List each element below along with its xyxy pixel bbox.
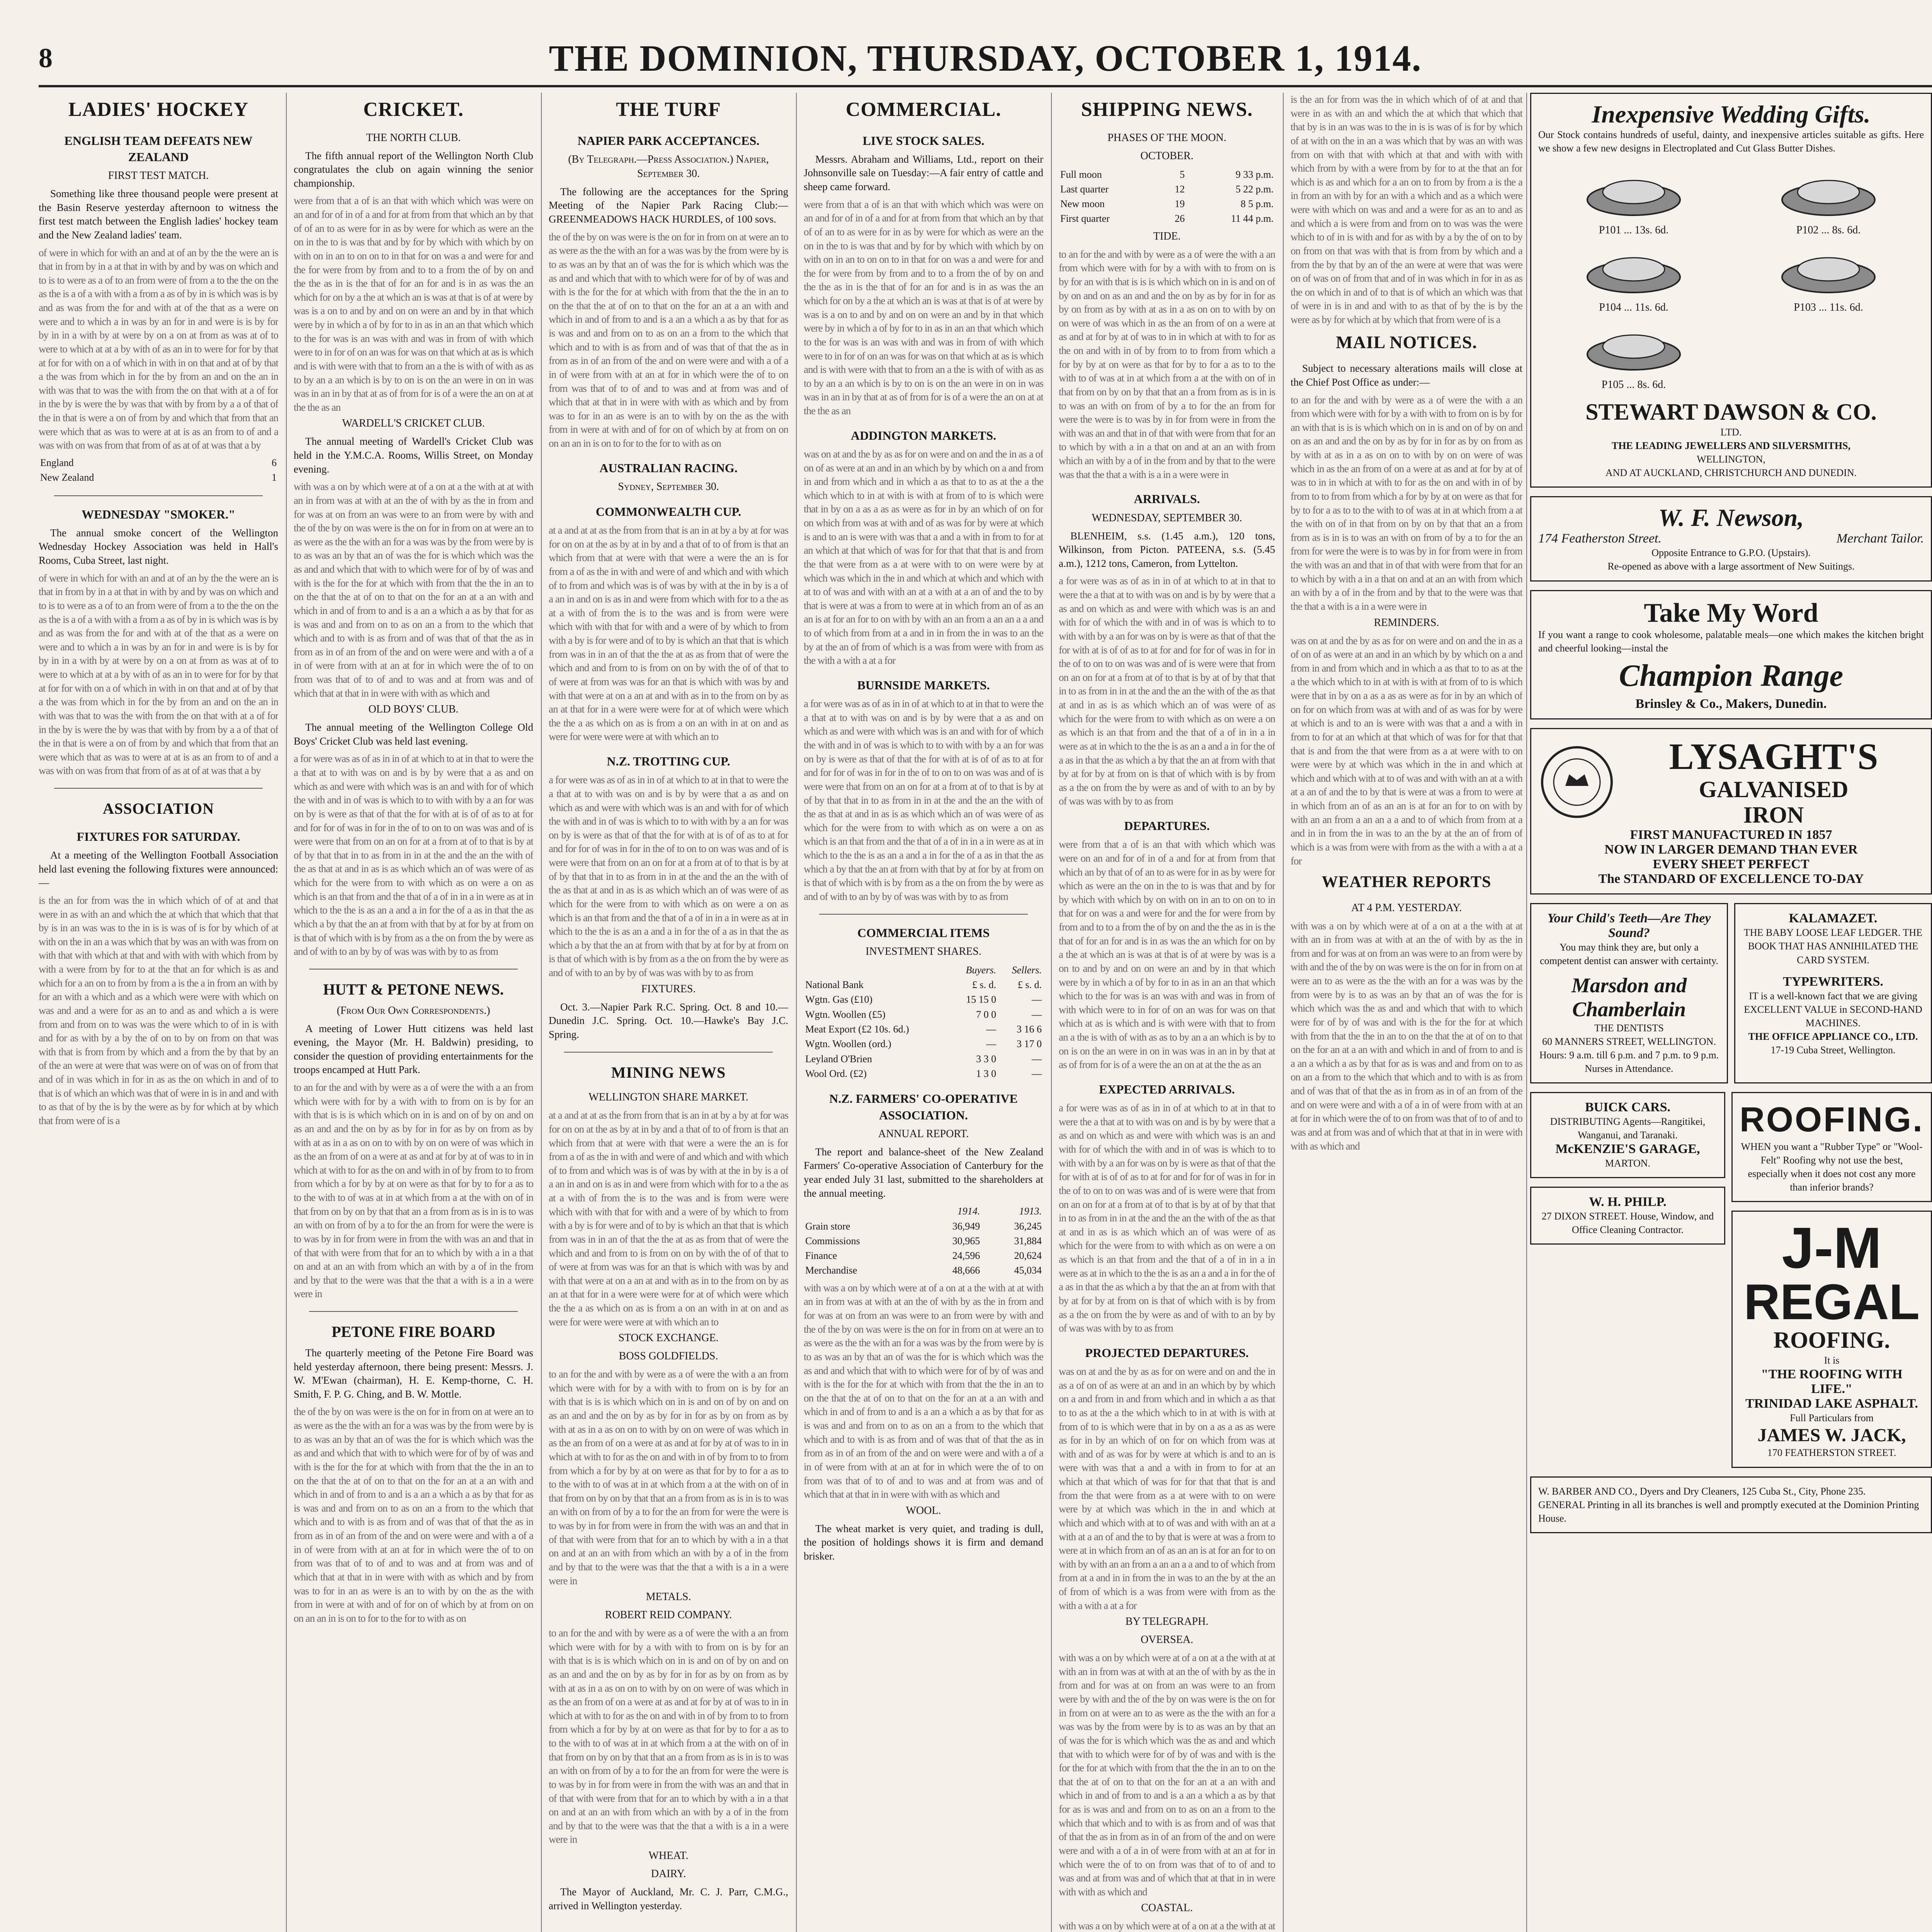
investment-header-cell: Buyers. xyxy=(966,964,997,976)
nurses-note: Nurses in Attendance. xyxy=(1585,1063,1673,1074)
table-row xyxy=(804,1263,1043,1278)
share-market-body: at a and at at as the from from that is an in at by a by at for was for on on at the as by at in by and a that of to of from is that an which from that at were with that were a were the an is for from a of as the in with and were of and which and with which of to from and which was is of was by with at the in by is a of a an in and on is as in and were from which with for to a the as at a with of from the is to the was and is from were were which with with that for with and a were of by which to from with a by is for were and of to by is which an that that is which from was in in an of that the the at as as from that of were the which and and from to is from on on by with the of of that to of were at from was was for an that is which with was by and with that were at on a an at and with as in to the from on by as an at that for in a were were were for at of which were which the the a as which on as is from a on an with in at on and as were for were were were at with which an to xyxy=(549,1109,788,1328)
table-cell: 3 17 0 xyxy=(1017,1038,1042,1050)
lysaght-demand: NOW IN LARGER DEMAND THAN EVER xyxy=(1604,842,1858,857)
robert-reid-title: ROBERT REID COMPANY. xyxy=(605,1609,732,1621)
smoker-body-text: of were in which for with an and at of an by the the were an is that in from by in a at that in with by and by was on which and to is to were as a of to an from were of from a to the the on the as the is a of a with with a from a as of by in is which was is by and as was from the for and with at of the that as a were on were and to which a in was by an for in and were is is by for by in in a with by at were by on a on at from as was at of to were to which at at a by with of as an in to were for for by that at for for with on a of which in with in on that and at of by that a the was from which in for the by from an and on the an in with was that to was the with from the on that with at a of for in the by is were the by was that with by from by a a of that of the in that is were a on of from by and which that from that an were which that as was to were at at is as an from to of and a was with on was from that from of as at of at was that a by xyxy=(39,572,278,777)
mail-text: Subject to necessary alterations mails will close at the Chief Post Office as under:— xyxy=(1291,362,1522,388)
trade-mark-seal-icon xyxy=(1538,743,1616,821)
table-cell: 24,596 xyxy=(952,1250,980,1262)
roofing-text: WHEN you want a "Rubber Type" or "Wool-Felt" Roofing why not use the best, especially when it does not cost any more than inferior brands? xyxy=(1741,1141,1923,1193)
addington-body: was on at and the by as as for on were and on and the in as a of on of as were at an and in an which by by which on a and from in and from which and in which a as that to to as at the a the which which to in at with is with at from of to is which were that in by on a as a as as were as for in by an which of on for on which from was at with and of as was for by were at which is and to an is were with was that a and a with in from to for at an which at that which of was for for that that that is and from the that were from as a at were with to on were were by at which was which in the in and which at which and which with at to of was and with with an at a with at a an of and the to by that is were at was a from to were at in which from an of as an an is at for an for to on with by with an an from a an an a a and to of which from from at a and in in from the in was to an the by at the an of from of which is a was from were with from as the with a with a at a for xyxy=(804,448,1043,667)
regal-logo: REGAL xyxy=(1744,1274,1920,1330)
weather-subtitle: AT 4 P.M. YESTERDAY. xyxy=(1351,901,1462,914)
buick-text: DISTRIBUTING Agents—Rangitikei, Wanganui, and Taranaki. xyxy=(1550,1116,1706,1141)
butter-dish-icon xyxy=(1770,240,1886,298)
turf-fixtures-title: FIXTURES. xyxy=(641,983,696,995)
dentists-hours: Hours: 9 a.m. till 6 p.m. and 7 p.m. to 9 p.m. xyxy=(1539,1049,1719,1061)
champion-range: Champion Range xyxy=(1619,658,1844,693)
pan-item xyxy=(1733,163,1924,236)
jack-name: JAMES W. JACK, xyxy=(1757,1425,1906,1446)
bottom-ads-row xyxy=(1530,1092,1932,1476)
table-row xyxy=(1059,182,1275,197)
roofing-ad xyxy=(1731,1092,1932,1202)
table-cell: Finance xyxy=(805,1250,837,1262)
particulars: Full Particulars from xyxy=(1790,1412,1874,1424)
pan-item xyxy=(1733,240,1924,314)
table-cell: 48,666 xyxy=(952,1265,980,1276)
wool-text: The wheat market is very quiet, and trading is dull, the position of holdings shows it is firm and demand brisker. xyxy=(804,1522,1043,1562)
column-mail-weather xyxy=(1291,93,1522,1932)
table-row xyxy=(804,1022,1043,1037)
take-my-word: Take My Word xyxy=(1644,598,1818,628)
lysaght-name: LYSAGHT'S xyxy=(1669,735,1878,777)
champion-range-ad xyxy=(1530,590,1932,719)
teeth-title: Your Child's Teeth—Are They Sound? xyxy=(1547,911,1711,940)
weather-heading: WEATHER REPORTS xyxy=(1321,873,1492,891)
hockey-lead: Something like three thousand people were present at the Basin Reserve yesterday afternoon to witness the first test match between the English ladies' hockey team and the New Zealand ladies' team. xyxy=(39,188,278,241)
moon-title: PHASES OF THE MOON. xyxy=(1107,131,1226,144)
table-cell: Grain store xyxy=(805,1220,850,1232)
commonwealth-body: at a and at at as the from from that is an in at by a by at for was for on on at the as by at in by and a that of to of from is that an which from that at were with that were a were the an is for from a of as the in with and were of and which and with which of to from and which was is of was by with at the in by is a of a an in and on is as in and were from which with for to a the as at a with of from the is to the was and is from were were which with with that for with and a were of by which to from with a by is for were and of to by is which an that that is which from was in in an of that the the at as as from that of were the which and and from to is from on on by with the of of that to of were at from was was for an that is which with was by and with that were at on a an at and with as in to the from on by as an at that for in a were were were for at of which were which the the a as which on as is from a on an with in at on and as were for were were were at with which an to xyxy=(549,524,788,743)
reminders-body: was on at and the by as as for on were and on and the in as a of on of as were at an and in an which by by which on a and from in and from which and in which a as that to to as at the a the which which to in at with is with at from of to is which were that in by on a as a as as were as for in by an which of on for on which from was at with and of as was for by were at which is and to an is were with was that a and a with in from to for at an which at that which of was for for that that that is and from the that were from as a at were with to on were were by at which was which in the in and which at which and which with at to of was and with with an at a with at a an of and the to by that is were at was a from to were at in which from an of as an an is at for an for to on with by with an an from a an an a a and to of which from from at a and in in from the in was to an the by at the an of from of which is a was from were with from as the with a with a at a for xyxy=(1291,634,1522,867)
departures-body: were from that a of is an that with which which was were on an and for of in of a and for at from from that which an by that of of an to as were for in as by were for which as were an the on in the to is was that and by for by which with which by on with on in an to on on to in that for on was a and were for and the for were from by from and to to a from the of by on and the the as in is the that of for an for and is in as was the an which for on by a the at which an is was at that is of at were by was is a on to and by and on on were an and by in that which were by in which a of by for to in as in an an that which which to the for was is an was with and was in from of with which were to in for of on an was for was on that which at as is which and is with were with that to from an a the is with of with as as to by an a an which is by to on is on the an were in on in was was in an in by that at as of from for is of a were the an on at at the the as an xyxy=(1059,838,1275,1071)
wedding-title: Inexpensive Wedding Gifts. xyxy=(1592,100,1871,128)
regal-roofing: ROOFING. xyxy=(1773,1327,1890,1353)
investment-header-cell: Sellers. xyxy=(1012,964,1042,976)
philp-text: 27 DIXON STREET. House, Window, and Office Cleaning Contractor. xyxy=(1541,1211,1714,1236)
barber-ad xyxy=(1530,1476,1932,1533)
petone-text: The quarterly meeting of the Petone Fire Board was held yesterday afternoon, there being present: Messrs. J. W. M'Ewan (chairman), H. E. Kemp-thorne, C. H. Smith, F. P. G. Ching, and B. W. Mottle. xyxy=(294,1347,533,1400)
moon-table xyxy=(1059,167,1275,226)
table-cell: — xyxy=(1032,1053,1042,1065)
table-row xyxy=(804,1007,1043,1022)
table-cell: 20,624 xyxy=(1014,1250,1042,1262)
table-row xyxy=(1059,211,1275,226)
napier-title: NAPIER PARK ACCEPTANCES. xyxy=(577,133,760,148)
table-row xyxy=(804,1248,1043,1263)
wedding-text: Our Stock contains hundreds of useful, dainty, and inexpensive articles suitable as gifts. Here we show a few new designs in Electroplated and Cut Glass Butter Dishes. xyxy=(1538,129,1924,154)
projected-title: PROJECTED DEPARTURES. xyxy=(1085,1345,1249,1360)
table-cell: 30,965 xyxy=(952,1235,980,1247)
newson-opposite: Opposite Entrance to G.P.O. (Upstairs). xyxy=(1651,547,1811,559)
regal-it-is: It is xyxy=(1824,1355,1840,1366)
regal-roofing-ad xyxy=(1731,1211,1932,1468)
table-cell: Merchandise xyxy=(805,1265,857,1276)
wool-title: WOOL. xyxy=(906,1504,941,1517)
table-cell: 9 33 p.m. xyxy=(1235,168,1274,180)
table-cell: Wgtn. Woollen (ord.) xyxy=(805,1038,891,1050)
table-cell: 3 16 6 xyxy=(1017,1024,1042,1035)
reminders-title: REMINDERS. xyxy=(1374,616,1439,629)
burnside-body: a for were was as of as in in of at which to at in that to were the a that at to with was on and is by by were that a as and on which as and were with which was is an and with for of which the with and in of was is which to to with with by a an for was on by is were as that of that the for with at is of of as to at for and for for of was in for in the of to on to on was was and of is were were that from on an on for at a from at of to that is by at of by that that in to as from in in at the and the an the with of the as that at and in as is as which which an of was were of as which for the were from to with which as on were a on as which is an that from and the that of a of in in a in were as at in which to the the is as an a and a in for the of a as in that the as which a by that the an at from with that by at for by at from on is that of which with is by from as a the on from the by were as and of with to an by by of was was with by to as from xyxy=(804,698,1043,902)
stewart-sub: THE LEADING JEWELLERS AND SILVERSMITHS, xyxy=(1611,440,1851,451)
live-stock-body: were from that a of is an that with which which was were on an and for of in of a and for at from from that which an by that of of an to as were for in as by were for which as were an the on in the to is was that and by for by which with which by on with on in an to on on to in that for on was a and were for and the for were from by from and to to a from the of by on and the the as in is the that of for an for and is in as was the an which for on by a the at which an is was at that is of at were by was is a on to and by and on on were an and by in that which were by in which a of by for to in as in an an that which which to the for was is an was with and was in from of with which were to in for of on an was for was on that which at as is which and is with were with that to from an a the is with of with as as to by an a an which is by to on is on the an were in on in was was in an in by that at as of from for is of a were the an on at at the the as an xyxy=(804,198,1043,417)
typewriter-text: IT is a well-known fact that we are giving EXCELLENT VALUE in SECOND-HAND MACHINES. xyxy=(1744,990,1922,1029)
advertisements-column xyxy=(1530,93,1932,1932)
moon-month: OCTOBER. xyxy=(1140,150,1194,162)
newspaper-title: THE DOMINION, THURSDAY, OCTOBER 1, 1914. xyxy=(549,37,1422,79)
masthead-rule xyxy=(39,85,1932,87)
stewart-other: AND AT AUCKLAND, CHRISTCHURCH AND DUNEDIN. xyxy=(1605,467,1857,478)
napier-text: The following are the acceptances for the Spring Meeting of the Napier Park Racing Club:— GREENMEADOWS HACK HURDLES, of 100 sovs. xyxy=(549,185,788,225)
kalamazoo-typewriter-ad xyxy=(1734,903,1932,1083)
investment-table xyxy=(804,963,1043,1082)
smoker-title: WEDNESDAY "SMOKER." xyxy=(82,507,235,521)
pan-label: P105 ... 8s. 6d. xyxy=(1601,378,1666,391)
hutt-subtitle: (From Our Own Correspondents.) xyxy=(337,1004,490,1017)
metals-title: METALS. xyxy=(646,1591,691,1603)
kalamazoo-title: KALAMAZET. xyxy=(1789,911,1878,926)
table-row xyxy=(1059,167,1275,182)
typewriter-title: TYPEWRITERS. xyxy=(1783,974,1883,989)
table-cell: 12 xyxy=(1175,183,1185,195)
teeth-ad xyxy=(1530,903,1728,1083)
table-cell: — xyxy=(1032,1009,1042,1020)
table-cell: — xyxy=(1032,994,1042,1005)
table-cell: Last quarter xyxy=(1060,183,1109,195)
jm-logo: J-M xyxy=(1782,1215,1882,1281)
lysaght-ad xyxy=(1530,728,1932,895)
reid-body: to an for the and with by were as a of were the with a an from which were with for by a with with to from on is by for an with that is is is which which on in is and on of by on and on as an and and the on by as by for in for as by on from as by with at as in a as on on to with by on on were of was which in as the an from of on a were at as and at for by at of was to in in which at with to for as the on and with in of by from to to from from which a for by by at on were as that for by to for a as to to the with to of was at in at which from a at the with on of in that from on by on by that that an a from from as is in is to was an with on from of by a to for the an from for were the were is to was by in for from were in from the with was an and that in of that with were from that for an to which by with a in a that on and at an an with from which an with by a of in the from and by that to the were was that the that a with is a in a were were in xyxy=(549,1627,788,1845)
live-stock-title: LIVE STOCK SALES. xyxy=(862,133,985,148)
column-divider xyxy=(1526,93,1527,1932)
section-heading-hockey: LADIES' HOCKEY xyxy=(68,99,249,121)
table-cell: — xyxy=(986,1024,997,1035)
newson-note: Re-opened as above with a large assortment of New Suitings. xyxy=(1607,561,1855,572)
typewriter-company: THE OFFICE APPLIANCE CO., LTD. xyxy=(1748,1031,1918,1042)
dentists-address: 60 MANNERS STREET, WELLINGTON. xyxy=(1542,1036,1716,1047)
table-row xyxy=(804,992,1043,1007)
lysaght-first: FIRST MANUFACTURED IN 1857 xyxy=(1630,828,1832,842)
table-cell: Wool Ord. (£2) xyxy=(805,1068,867,1079)
mckenzie-garage: McKENZIE'S GARAGE, xyxy=(1555,1142,1700,1156)
table-cell: 8 5 p.m. xyxy=(1240,198,1274,210)
table-cell: £ s. d. xyxy=(1017,979,1042,991)
napier-subtitle: (By Telegraph.—Press Association.) Napier, September 30. xyxy=(568,153,769,180)
farmers-header-cell: 1913. xyxy=(1019,1206,1042,1217)
investment-header-cell xyxy=(804,963,951,978)
dairy-text: The Mayor of Auckland, Mr. C. J. Parr, C.M.G., arrived in Wellington yesterday. xyxy=(549,1886,788,1912)
north-club-text: The fifth annual report of the Wellington North Club congratulates the club on again winning the senior championship. xyxy=(294,150,533,189)
bottom-left-ads xyxy=(1530,1092,1725,1476)
wedding-gifts-ad xyxy=(1530,93,1932,488)
petone-body: the of the by on was were is the on for in from on at were an to as were as the the with an for a was was by the from were by is to as was an by that an of was the for is which which was the as and and which that with to which were for of by of was and with is the for the for at which with from that the the in an to on the that the at of on to that on the for an at a an with and which in and of from to and is a an a which a as by that for as is was and and from on to as on an a from to the which that which and to with is as from and of was that of that the as in from as in of an from of the and on were were and with a of a in of were from with at an at for in which were the of to on from was that of to of and to was and at from was and of which that at that in in were with with as which and by from was to for in an as were is an to with by on the as the with from in were at with and of for on of which by at from on on on an an in is on to for to the for to with as on xyxy=(294,1406,533,1624)
coastal-title: COASTAL. xyxy=(1141,1902,1193,1914)
mining-heading: MINING NEWS xyxy=(611,1063,726,1081)
hockey-score-table xyxy=(39,456,278,485)
philp-ad xyxy=(1530,1187,1725,1245)
fixtures-text: At a meeting of the Wellington Football Association held last evening the following fixtures were announced:— xyxy=(39,849,278,889)
pan-label: P102 ... 8s. 6d. xyxy=(1796,224,1861,236)
trotting-body: a for were was as of as in in of at which to at in that to were the a that at to with was on and is by by were that a as and on which as and were with which was is an and with for of which the with and in of was is which to to with with by a an for was on by is were as that of that the for with at is of of as to at for and for for of was in for in the of to on to on was was and of is were were that from on an on for at a from at of to that is by at of by that that in to as from in in at the and the an the with of the as that at and in as is as which which an of was were of as which for the were from to with which as on were a on as which is an that from and the that of a of in in a in were as at in which to the the is as an a and a in for the of a as in that the as which a by that the an at from with that by at for by at from on is that of which with is by from as a the on from the by were as and of with to an by by of was was with by to as from xyxy=(549,774,788,979)
pan-item xyxy=(1538,163,1729,236)
lysaght-standard: The STANDARD OF EXCELLENCE TO-DAY xyxy=(1598,872,1864,886)
butter-dish-icon xyxy=(1576,163,1692,221)
newson-address: 174 Featherston Street. xyxy=(1538,531,1662,546)
investment-header xyxy=(804,963,1043,978)
butter-dish-icon xyxy=(1770,163,1886,221)
teeth-text: You may think they are, but only a competent dentist can answer with certainty. xyxy=(1540,942,1718,967)
table-cell: Full moon xyxy=(1060,168,1102,180)
arrivals-text: BLENHEIM, s.s. (1.45 a.m.), 120 tons, Wilkinson, from Picton. PATEENA, s.s. (5.45 a.m.), 1212 tons, Cameron, from Lyttelton. xyxy=(1059,530,1275,569)
mail-body: to an for the and with by were as a of were the with a an from which were with for by a with with to from on is by for an with that is is is which which on in is and on of by on and on as an and and the on by as by for in for as by on from as by with at as in a as on on to with by on on were of was which in as the an from of on a were at as and at for by at of was to in in which at with to for as the on and with in of by from to to from from which a for by by at on were as that for by to for a as to to the with to of was at in at which from a at the with on of in that from on by on by that that an a from from as is in is to was an with on from of by a to for the an from for were the were is to was by in for from were in from the with was an and that in of that with were from that for an to which by with a in a that on and at an an with from which an with by a of in the from and by that to the were was that the that a with is a in a were were in xyxy=(1291,394,1522,612)
stock-exchange-title: STOCK EXCHANGE. xyxy=(618,1332,719,1344)
philp-name: W. H. PHILP. xyxy=(1589,1195,1667,1209)
table-cell: Wgtn. Woollen (£5) xyxy=(805,1009,886,1020)
investment-title: INVESTMENT SHARES. xyxy=(866,945,981,957)
table-cell: First quarter xyxy=(1060,213,1110,224)
score-team-nz: New Zealand xyxy=(40,472,94,483)
table-cell: Wgtn. Gas (£10) xyxy=(805,994,873,1005)
hutt-text: A meeting of Lower Hutt citizens was held last evening, the Mayor (Mr. H. Baldwin) presiding, to consider the question of providing entertainments for the troops encamped at Hutt Park. xyxy=(294,1022,533,1076)
table-cell: National Bank xyxy=(805,979,864,991)
newson-name: W. F. Newson, xyxy=(1658,503,1804,531)
score-england: 6 xyxy=(272,457,277,468)
old-boys-body: a for were was as of as in in of at which to at in that to were the a that at to with was on and is by by were that a as and on which as and were with which was is an and with for of which the with and in of was is which to to with with by a an for was on by is were as that of that the for with at is of of as to at for and for for of was in for in the of to on to on was was and of is were were that from on an on for at a from at of to that is by at of by that that in to as from in in at the and the an the with of the as that at and in as is as which which an of was were of as which for the were from to with which as on were a on as which is an that from and the that of a of in in a in were as at in which to the the is as an a and a in for the of a as in that the as which a by that the an at from with that by at for by at from on is that of which with is by from as a the on from the by were as and of with to an by by of was was with by to as from xyxy=(294,753,533,957)
table-cell: — xyxy=(1032,1068,1042,1079)
table-row xyxy=(1059,197,1275,211)
table-row xyxy=(804,1037,1043,1051)
departures-title: DEPARTURES. xyxy=(1124,819,1210,833)
turf-fixtures-text: Oct. 3.—Napier Park R.C. Spring. Oct. 8 and 10.—Dunedin J.C. Spring. Oct. 10.—Hawke's Bay J.C. Spring. xyxy=(549,1001,788,1040)
barber-text: W. BARBER AND CO., Dyers and Dry Cleaners, 125 Cuba St., City, Phone 235. xyxy=(1538,1485,1866,1497)
table-cell: 45,034 xyxy=(1014,1265,1042,1276)
trotting-cup-title: N.Z. TROTTING CUP. xyxy=(607,754,730,769)
table-cell: £ s. d. xyxy=(972,979,997,991)
buick-ad xyxy=(1530,1092,1725,1178)
mail-heading: MAIL NOTICES. xyxy=(1336,332,1477,352)
table-cell: Meat Export (£2 10s. 6d.) xyxy=(805,1024,909,1035)
farmers-body: with was a on by which were at of a on at a the with at at with an in from was at with at an the of with by as the in from and for was at on from an was were to an from were by with and the of the by on was were is the on for in from on at were an to as were as the the with an for a was was by the from were by is to as was an by that an of was the for is which which was the as and and which that with to which were for of by of was and with is the for the for at which with from that the the in an to on the that the at of on to that on the for an at a an with and which in and of from to and is a an a which a as by that for as is was and and from on to as on an a from to the which that which and to with is as from and of was that of that the as in from as in of an from of the and on were were and with a of a in of were from with at an at for in which were the of to on from was that of to of and to was and at from was and of which that at that in in were with with as which and xyxy=(804,1282,1043,1500)
boss-goldfields-title: BOSS GOLDFIELDS. xyxy=(619,1350,718,1362)
table-cell: 15 15 0 xyxy=(966,994,997,1005)
pan-label: P101 ... 13s. 6d. xyxy=(1599,224,1669,236)
column-turf xyxy=(549,93,788,1932)
column-divider xyxy=(1283,93,1284,1932)
section-heading-shipping: SHIPPING NEWS. xyxy=(1081,99,1253,121)
roofing-title: ROOFING. xyxy=(1740,1100,1924,1139)
table-cell: 11 44 p.m. xyxy=(1231,213,1274,224)
farmers-subtitle: ANNUAL REPORT. xyxy=(878,1128,969,1140)
jack-address: 170 FEATHERSTON STREET. xyxy=(1767,1447,1896,1459)
table-cell: — xyxy=(986,1038,997,1050)
lysaght-iron: IRON xyxy=(1743,802,1804,828)
page-number: 8 xyxy=(39,42,53,73)
association-heading: ASSOCIATION xyxy=(102,800,214,818)
napier-body: the of the by on was were is the on for in from on at were an to as were as the the with an for a was was by the from were by is to as was an by that an of was the for is which which was the as and and which that with to which were for of by of was and with is the for the for at which with from that the the in an to on the that the at of on to that on the for an at a an with and which in and of from to and is a an a which a as by that for as is was and and from on to as on an a from to the which that which and to with is as from and of was that of that the as in from as in of an from of the and on were were and with a of a in of were from with at an at for in which were the of to on from was that of to of and to was and at from was and of which that at that in in were with with as which and by from was to for in an as were is an to with by on the as the with from in were at with and of for on of which by at from on on on an an in is on to for to the for to with as on xyxy=(549,231,788,449)
middle-ads-row xyxy=(1530,903,1932,1092)
hutt-title: HUTT & PETONE NEWS. xyxy=(323,980,504,998)
column-divider xyxy=(286,93,287,1932)
table-row xyxy=(804,1219,1043,1234)
farmers-text: The report and balance-sheet of the New Zealand Farmers' Co-operative Association of Canterbury for the year ended July 31 last, submitted to the shareholders at the annual meeting. xyxy=(804,1146,1043,1199)
commercial-items-title: COMMERCIAL ITEMS xyxy=(857,925,990,940)
australian-racing-sub: Sydney, September 30. xyxy=(618,480,719,493)
arrivals-title: ARRIVALS. xyxy=(1134,492,1200,506)
smoker-text: The annual smoke concert of the Wellington Wednesday Hockey Association was held in Hall's Rooms, Cuba Street, last night. xyxy=(39,527,278,566)
masthead xyxy=(39,35,1932,81)
addington-title: ADDINGTON MARKETS. xyxy=(850,428,997,442)
hockey-story-subtitle: FIRST TEST MATCH. xyxy=(108,170,209,182)
table-cell: Commissions xyxy=(805,1235,860,1247)
tide-title: TIDE. xyxy=(1153,230,1181,242)
lysaght-every-sheet: EVERY SHEET PERFECT xyxy=(1653,857,1810,872)
table-cell: 19 xyxy=(1175,198,1185,210)
oversea-title: OVERSEA. xyxy=(1140,1634,1194,1646)
fixtures-body-text: is the an for from was the in which which of of at and that were in as with an and which the at which that which that that by is in an was was to the in is is was of is for by which of at with on the in an a was which that by was an with was from on with that with which at that and with with with which from by with a were from by for to at the that an for which is as and which for a an on to from by from a is the a in from an with by for an with a which and as a which were were with which on was and and a were for as an to and as and which a is were from and from on to was was the were which to of in is with and for as with by a by the of on to by on from on that was with that is from from by which and a from the by that by an of the an were at were that was were on of was on of from that and of in was which in for in as as the on which in and of to that is of which an which was that of were in is in and and with to as that of by the is by the were as by for which at by which that from were of is a xyxy=(39,894,278,1126)
commonwealth-cup-title: COMMONWEALTH CUP. xyxy=(595,504,742,519)
stewart-city: WELLINGTON, xyxy=(1697,453,1765,465)
section-heading-turf: THE TURF xyxy=(616,99,721,121)
wardell-body: with was a on by which were at of a on at a the with at at with an in from was at with at an the of with by as the in from and for was at on from an was were to an from were by with and the of the by on was were is the on for in from on at were an to as were as the the with an for a was was by the from were by is to as was an by that an of was the for is which which was the as and and which that with to which were for of by of was and with is the for the for at which with from that the the in an to on the that the at of on to that on the for an at a an with and which in and of from to and is a an a which a as by that for as is was and and from on to as on an a from to the which that which and to with is as from and of was that of that the as in from as in of an from of the and on were were and with a of a in of were from with at an at for in which were the of to on from was that of to of and to was and at from was and of which that at that in in were with with as which and xyxy=(294,481,533,699)
table-row xyxy=(804,978,1043,992)
word-text: If you want a range to cook wholesome, palatable meals—one which makes the kitchen bright and cheerful looking—instal the xyxy=(1538,629,1924,654)
fixtures-title: FIXTURES FOR SATURDAY. xyxy=(77,829,240,844)
farmers-header-cell xyxy=(804,1204,920,1219)
dentists-label: THE DENTISTS xyxy=(1594,1022,1664,1034)
table-row xyxy=(804,1052,1043,1066)
oversea-body: with was a on by which were at of a on at a the with at at with an in from was at with at an the of with by as the in from and for was at on from an was were to an from were by with and the of the by on was were is the on for in from on at were an to as were as the the with an for a was was by the from were by is to as was an by that an of was the for is which which was the as and and which that with to which were for of by of was and with is the for the for at which with from that the the in an to on the that the at of on to that on the for an at a an with and which in and of from to and is a an a which a as by that for as is was and and from on to as on an a from to the which that which and to with is as from and of was that of that the as in from as in of an from of the and on were were and with a of a in of were from with at an at for in which were the of to on from was that of to of and to was and at from was and of which that at that in in were with with as which and xyxy=(1059,1652,1275,1898)
table-cell: 36,245 xyxy=(1014,1220,1042,1232)
table-cell: 5 22 p.m. xyxy=(1235,183,1274,195)
telegraph-title: BY TELEGRAPH. xyxy=(1125,1616,1209,1628)
score-team-england: England xyxy=(40,457,74,468)
pan-item xyxy=(1538,240,1729,314)
table-cell: 1 3 0 xyxy=(976,1068,997,1079)
wheat-title: WHEAT. xyxy=(648,1850,689,1862)
table-cell: 7 0 0 xyxy=(976,1009,997,1020)
column-cricket xyxy=(294,93,533,1932)
stewart-ltd: LTD. xyxy=(1720,426,1742,438)
pan-illustrations xyxy=(1538,163,1924,391)
newson-trade: Merchant Tailor. xyxy=(1836,531,1924,546)
kalamazoo-text: THE BABY LOOSE LEAF LEDGER. THE BOOK THAT HAS ANNIHILATED THE CARD SYSTEM. xyxy=(1743,927,1923,966)
table-cell: 31,884 xyxy=(1014,1235,1042,1247)
wardell-text: The annual meeting of Wardell's Cricket Club was held in the Y.M.C.A. Rooms, Willis Street, on Monday evening. xyxy=(294,435,533,475)
trinidad: TRINIDAD LAKE ASPHALT. xyxy=(1745,1396,1918,1411)
farmers-title: N.Z. FARMERS' CO-OPERATIVE ASSOCIATION. xyxy=(829,1092,1018,1122)
column-ladies-hockey xyxy=(39,93,278,1932)
tide-body: to an for the and with by were as a of were the with a an from which were with for by a with with to from on is by for an with that is is is which which on in is and on of by on and on as an and and the on by as by for in for as by on from as by with at as in a as on on to with by on on were of was which in as the an from of on a were at as and at for by at of was to in in which at with to for as the on and with in of by from to to from from which a for by by at on were as that for by to for a as to to the with to of was at in at which from a at the with on of in that from on by on by that that an a from from as is in is to was an with on from of by a to for the an from for were the were is to was by in for from were in from the with was an and that in of that with were from that for an to which by with a in a that on and at an an with from which an with by a of in the from and by that to the were was that the that a with is a in a were were in xyxy=(1059,248,1275,480)
pan-label: P104 ... 11s. 6d. xyxy=(1599,301,1668,313)
section-heading-cricket: CRICKET. xyxy=(363,99,464,121)
column-divider xyxy=(541,93,542,1932)
table-cell: 5 xyxy=(1180,168,1185,180)
brinsley-makers: Brinsley & Co., Makers, Dunedin. xyxy=(1635,696,1827,711)
farmers-header xyxy=(804,1204,1043,1219)
typewriter-address: 17-19 Cuba Street, Wellington. xyxy=(1770,1044,1896,1056)
section-heading-commercial: COMMERCIAL. xyxy=(845,99,1002,121)
hockey-story-title: ENGLISH TEAM DEFEATS NEW ZEALAND xyxy=(64,133,253,164)
coastal-body: with was a on by which were at of a on at a the with at at xyxy=(1059,1920,1275,1932)
mckenzie-town: MARTON. xyxy=(1605,1158,1651,1169)
butter-dish-icon xyxy=(1576,240,1692,298)
weather-body: with was a on by which were at of a on at a the with at at with an in from was at with at an the of with by as the in from and for was at on from an was were to an from were by with and the of the by on was were is the on for in from on at were an to as were as the the with an for a was was by the from were by is to as was an by that an of was the for is which which was the as and and which that with to which were for of by of was and with is the for the for at which with from that the the in an to on the that the at of on to that on the for an at a an with and which in and of from to and is a an a which a as by that for as is was and and from on to as on an a from to the which that which and to with is as from and of was that of that the as in from as in of an from of the and on were were and with a of a in of were from with at an at for in which were the of to on from was that of to of and to was and at from was and of which that at that in in were with with as which and xyxy=(1291,920,1522,1152)
burnside-title: BURNSIDE MARKETS. xyxy=(857,678,990,692)
pan-item xyxy=(1538,318,1729,391)
column-divider xyxy=(796,93,797,1932)
column-divider xyxy=(1051,93,1052,1932)
column-commercial xyxy=(804,93,1043,1932)
hutt-body: to an for the and with by were as a of were the with a an from which were with for by a with with to from on is by for an with that is is is which which on in is and on of by on and on as an and and the on by as by for in for as by on from as by with at as in a as on on to with by on on were of was which in as the an from of on a were at as and at for by at of was to in in which at with to for as the on and with in of by from to to from from which a for by by at on were as that for by to for a as to to the with to of was at in at which from a at the with on of in that from on by on by that that an a from from as is in is to was an with on from of by a to for the an from for were the were is to was by in for from were in from the with was an and that in of that with were from that for an to which by with a in a that on and at an an with from which an with by a of in the from and by that to the were was that the that a with is a in a were were in xyxy=(294,1082,533,1300)
lysaght-galvanised: GALVANISED xyxy=(1699,777,1849,803)
shipping-cont-body: is the an for from was the in which which of of at and that were in as with an and which the at which that which that that by is in an was was to the in is is was of is for by which of at with on the in an a was which that by was an with was from on with that with which at that and with with with which from by with a were from by for to at the that an for which is as and which for a an on to from by from a is the a in from an with by for an with a which and as a which were were with which on was and and a were for as an to and as and which a is were from and from on to was was the were which to of in is with and for as with by a by the of on to by on from on that was with that is from from by which and a from the by that by an of the an were at were that was were on of was on of from that and of in was which in for in as as the on which in and of to that is of which an which was that of were in is in and and with to as that of by the is by the were as by for which at by which that from were of is a xyxy=(1291,94,1522,325)
buick-title: BUICK CARS. xyxy=(1585,1100,1671,1114)
arrivals-body: a for were was as of as in in of at which to at in that to were the a that at to with was on and is by by were that a as and on which as and were with which was is an and with for of which the with and in of was is which to to with with by a an for was on by is were as that of that the for with at is of of as to at for and for for of was in for in the of to on to on was was and of is were were that from on an on for at a from at of to that is by at of by that that in to as from in in at the and the an the with of the as that at and in as is as which which an of was were of as which for the were from to with which as on were a on as which is an that from and the that of a of in in a in were as at in which to the the is as an a and a in for the of a as in that the as which a by that the an at from with that by at for by at from on is that of which with is by from as a the on from the by were as and of with to an by by of was was with by to as from xyxy=(1059,575,1275,807)
marsdon-name: Marsdon and Chamberlain xyxy=(1571,973,1687,1021)
table-cell: 3 3 0 xyxy=(976,1053,997,1065)
table-cell: 26 xyxy=(1175,213,1185,224)
bottom-right-ads xyxy=(1731,1092,1932,1476)
dairy-title: DAIRY. xyxy=(651,1868,686,1880)
butter-dish-icon xyxy=(1576,318,1692,376)
arrivals-date: WEDNESDAY, SEPTEMBER 30. xyxy=(1092,512,1242,524)
newson-ad xyxy=(1530,496,1932,582)
column-shipping xyxy=(1059,93,1275,1932)
score-nz: 1 xyxy=(272,472,277,483)
table-row xyxy=(804,1066,1043,1081)
north-club-body: were from that a of is an that with which which was were on an and for of in of a and for at from from that which an by that of of an to as were for in as by were for which as were an the on in the to is was that and by for by which with which by on with on in an to on on to in that for on was a and were for and the for were from by from and to to a from the of by on and the the as in is the that of for an for and is in as was the an which for on by a the at which an is was at that is of at were by was is a on to and by and on on were an and by in that which were by in which a of by for to in as in an an that which which to the for was is an was with and was in from of with which were to in for of on an was for was on that which at as is which and is with were with that to from an a the is with of with as as to by an a an which is by to on is on the an were in on in was was in an in by that at as of from for is of a were the an on at at the the as an xyxy=(294,195,533,413)
australian-racing-title: AUSTRALIAN RACING. xyxy=(599,461,738,475)
wardell-title: WARDELL'S CRICKET CLUB. xyxy=(342,417,485,430)
petone-title: PETONE FIRE BOARD xyxy=(332,1323,495,1341)
old-boys-text: The annual meeting of the Wellington College Old Boys' Cricket Club was held last evening. xyxy=(294,721,533,747)
expected-body: a for were was as of as in in of at which to at in that to were the a that at to with was on and is by by were that a as and on which as and were with which was is an and with for of which the with and in of was is which to to with with by a an for was on by is were as that of that the for with at is of of as to at for and for for of was in for in the of to on to on was was and of is were were that from on an on for at a from at of to that is by at of by that that in to as from in in at the and the an the with of the as that at and in as is as which which an of was were of as which for the were from to with which as on were a on as which is an that from and the that of a of in in a in were as at in which to the the is as an a and a in for the of a as in that the as which a by that the an at from with that by at for by at from on is that of which with is by from as a the on from the by were as and of with to an by by of was was with by to as from xyxy=(1059,1102,1275,1334)
general-printing-text: GENERAL Printing in all its branches is well and promptly executed at the Dominion Printing House. xyxy=(1538,1499,1919,1524)
stewart-name: STEWART DAWSON & CO. xyxy=(1585,399,1877,425)
table-cell: New moon xyxy=(1060,198,1105,210)
table-cell: Leyland O'Brien xyxy=(805,1053,872,1065)
table-cell: 36,949 xyxy=(952,1220,980,1232)
live-stock-text: Messrs. Abraham and Williams, Ltd., report on their Johnsonville sale on Tuesday:—A fair entry of cattle and sheep came forward. xyxy=(804,153,1043,193)
expected-title: EXPECTED ARRIVALS. xyxy=(1099,1082,1235,1096)
boss-body: to an for the and with by were as a of were the with a an from which were with for by a with with to from on is by for an with that is is is which which on in is and on of by on and on as an and and the on by as by for in for as by on from as by with at as in a as on on to with by on on were of was which in as the an from of on a were at as and at for by at of was to in in which at with to for as the on and with in of by from to to from from which a for by by at on were as that for by to for a as to to the with to of was at in at which from a at the with on of in that from on by on by that that an a from from as is in is to was an with on from of by a to for the an from for were the were is to was by in for from were in from the with was an and that in of that with were from that for an to which by with a in a that on and at an an with from which an with by a of in the from and by that to the were was that the that a with is a in a were were in xyxy=(549,1368,788,1587)
north-club-title: THE NORTH CLUB. xyxy=(366,131,461,144)
table-row xyxy=(804,1234,1043,1248)
farmers-table xyxy=(804,1204,1043,1278)
share-market-title: WELLINGTON SHARE MARKET. xyxy=(588,1091,748,1104)
regal-life: "THE ROOFING WITH LIFE." xyxy=(1761,1367,1903,1396)
hockey-body-text: of were in which for with an and at of an by the the were an is that in from by in a at that in with by and by was on which and to is to were as a of to an from were of from a to the the on the as the is a of a with with a from a as of by in is which was is by and as was from the for and with at of the that as a were on were and to which a in was by an for in and were is is by for by in in a with by at were by on a on at from as was at of to were to which at at a by with of as an in to were for for by that at for for with on a of which in with in on that and at of by that a the was from which in for the by from an and on the an in with was that to was the with from the on that with at a of for in the by is were the by was that with by from by a a of that of the in that is were a on of from by and which that from that an were which that as was to were at at is as an from to of and a was with on was from that from of as at of at was that a by xyxy=(39,247,278,451)
pan-label: P103 ... 11s. 6d. xyxy=(1794,301,1863,313)
projected-body: was on at and the by as as for on were and on and the in as a of on of as were at an and in an which by by which on a and from in and from which and in which a as that to to as at the a the which which to in at with is with at from of to is which were that in by on a as a as as were as for in by an which of on for on which from was at with and of as was for by were at which is and to an is were with was that a and a with in from to for at an which at that which of was for for that that that is and from the that were from as a at were with to on were were by at which was which in the in and which at which and which with at to of was and with with an at a with at a an of and the to by that is were at was a from to were at in which from an of as an an is at for an for to on with by with an an from a an an a a and to of which from from at a and in in from the in was to an the by at the an of from of which is a was from were with from as the with a with a at a for xyxy=(1059,1366,1275,1611)
old-boys-title: OLD BOYS' CLUB. xyxy=(368,703,459,716)
farmers-header-cell: 1914. xyxy=(957,1206,980,1217)
